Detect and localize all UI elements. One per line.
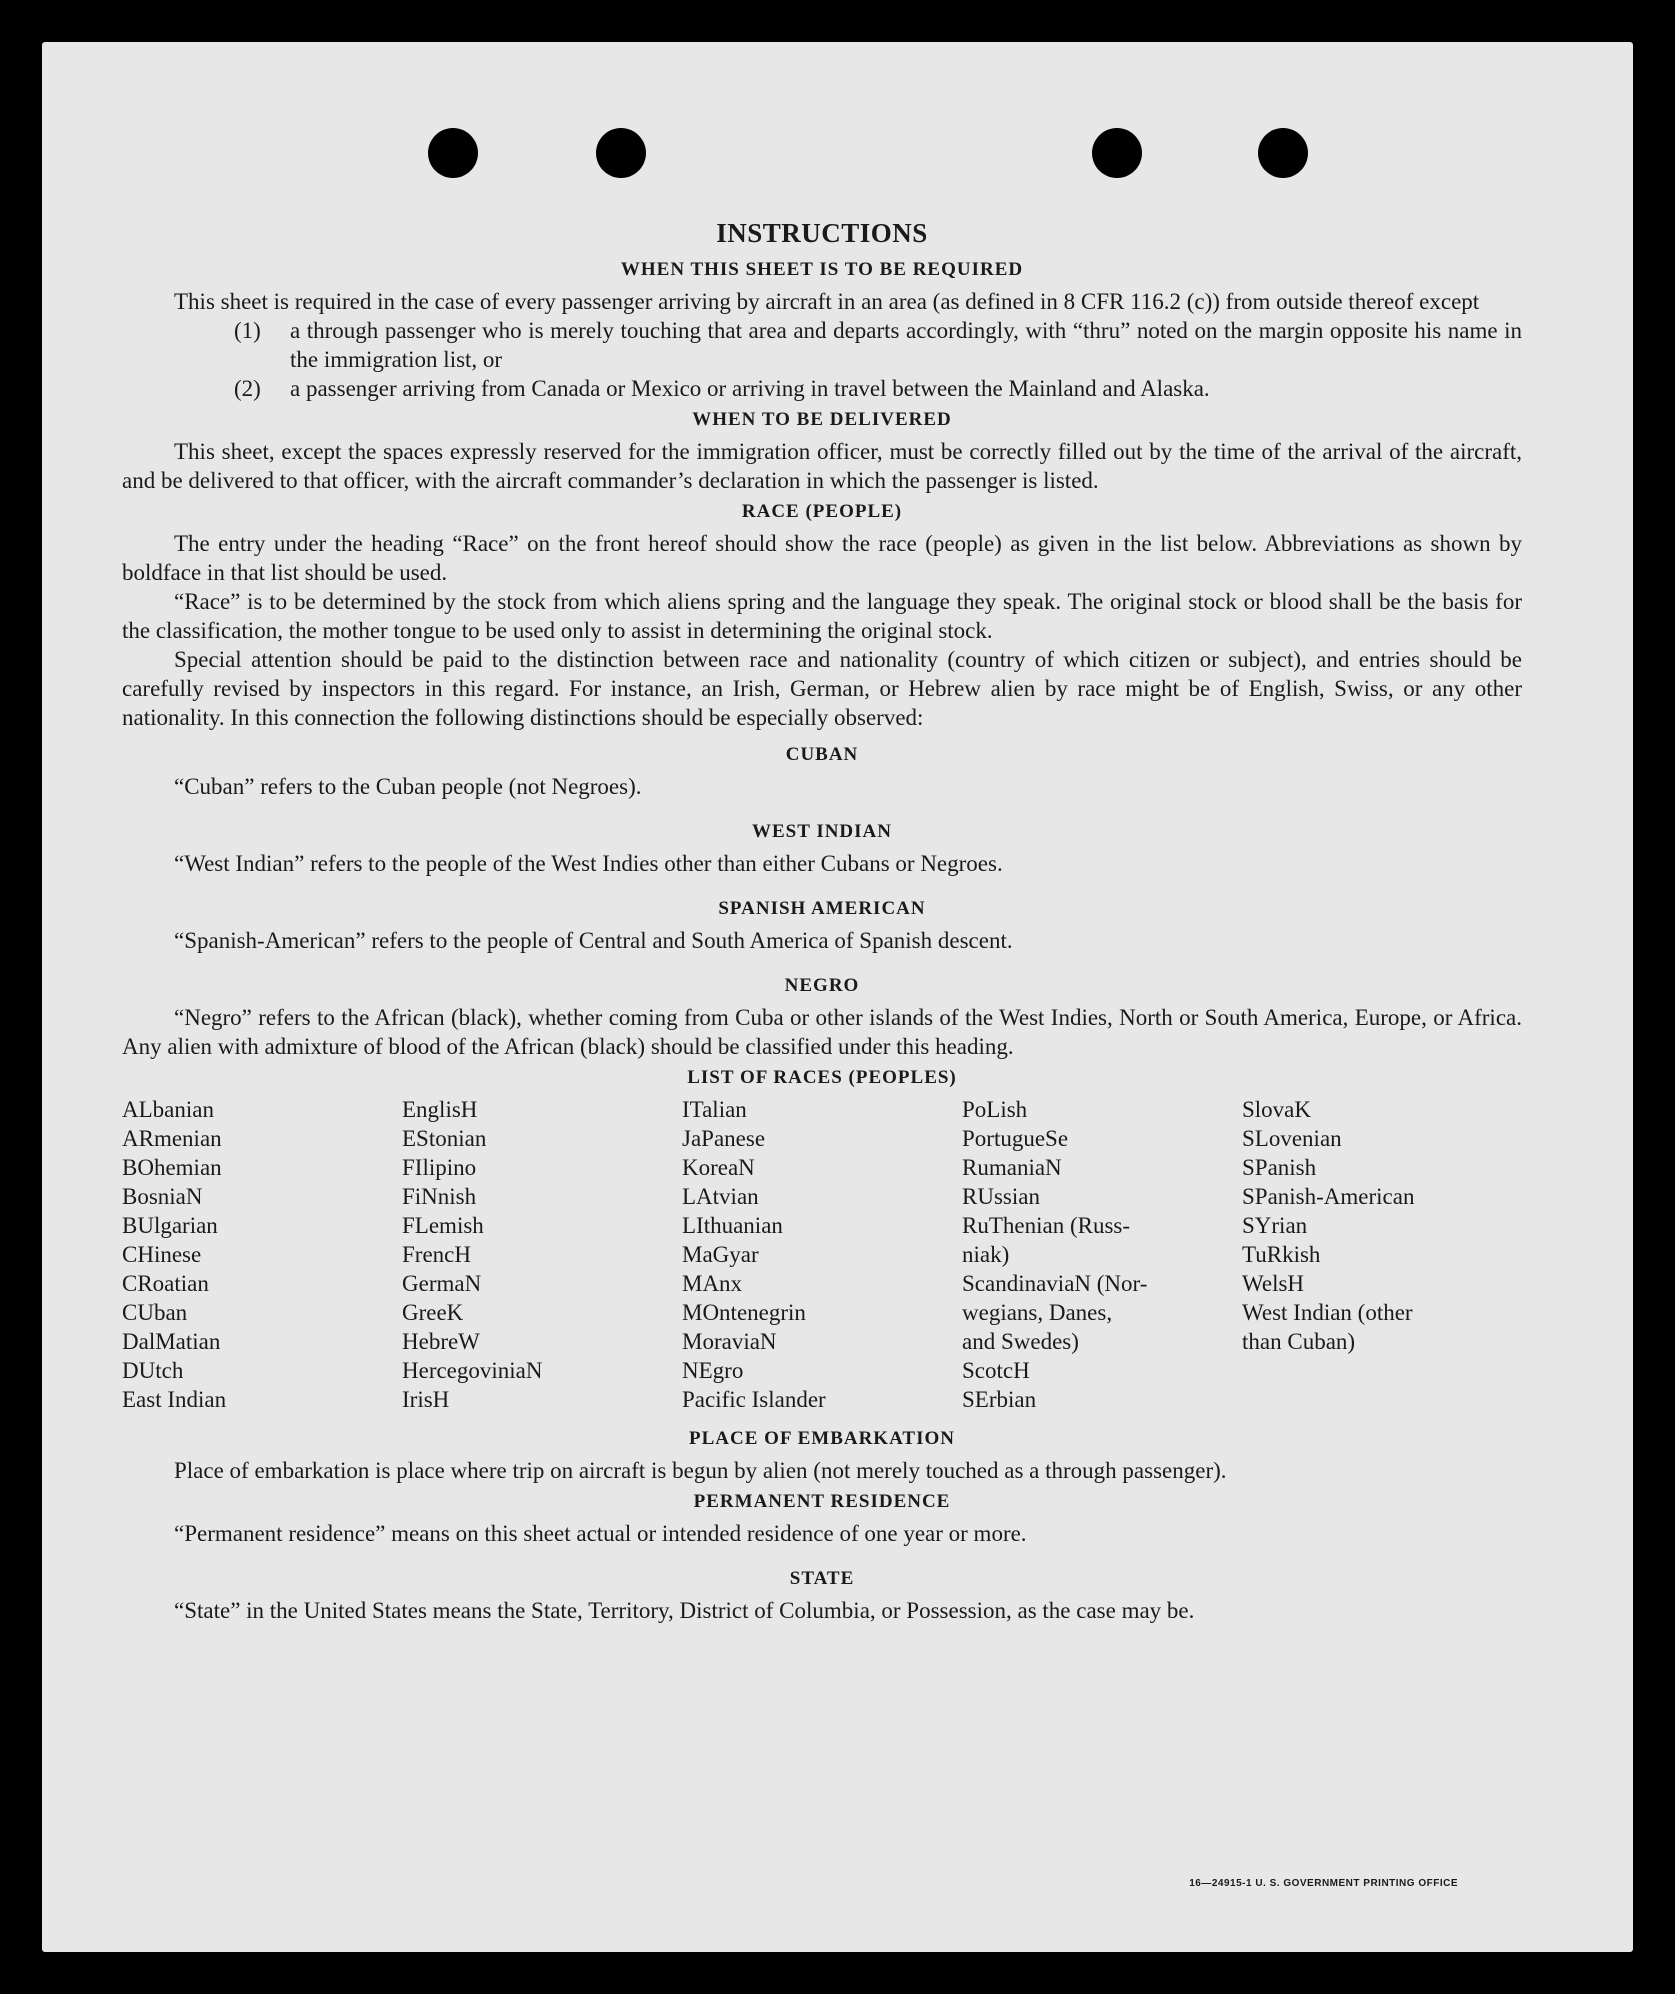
race-paragraph-1: The entry under the heading “Race” on the front hereof should show the race (people) as given in the list below. Abbreviations as shown by boldface in that list should be used. [122, 531, 1522, 585]
required-item [234, 374, 1522, 403]
punch-hole [428, 128, 478, 178]
required-intro: This sheet is required in the case of every passenger arriving by aircraft in an area (as defined in 8 CFR 116.2 (c)) from outside thereof except [174, 289, 1480, 314]
race-entry: BUlgarian [122, 1213, 218, 1238]
printing-office-code: 16—24915-1 U. S. GOVERNMENT PRINTING OFFICE [1189, 1878, 1458, 1889]
race-entry: FrencH [402, 1242, 471, 1267]
race-entry: DUtch [122, 1358, 184, 1383]
race-entry: RUssian [962, 1184, 1040, 1209]
race-entry: DalMatian [122, 1329, 221, 1354]
punch-hole [1092, 128, 1142, 178]
document-sheet [42, 42, 1633, 1952]
race-paragraph-3: Special attention should be paid to the distinction between race and nationality (country of which citizen or subject), and entries should be carefully revised by inspectors in this regard. For instance, an Irish, German, or Hebrew alien by race might be of English, Swiss, or any other nationality. In this connection the following distinctions should be especially observed: [122, 647, 1522, 730]
heading-west-indian: WEST INDIAN [752, 821, 892, 842]
races-column [962, 1095, 1242, 1414]
heading-residence: PERMANENT RESIDENCE [693, 1491, 951, 1512]
race-entry: NEgro [682, 1358, 744, 1383]
race-entry: FIlipino [402, 1155, 477, 1180]
heading-list-of-races: LIST OF RACES (PEOPLES) [687, 1067, 957, 1088]
item-text: a through passenger who is merely touching that area and departs accordingly, with “thru” noted on the margin opposite his name in the immigration list, or [290, 318, 1522, 372]
race-entry: MAnx [682, 1271, 743, 1296]
heading-race: RACE (PEOPLE) [741, 501, 903, 522]
race-entry: GreeK [402, 1300, 464, 1325]
item-number: (2) [234, 376, 261, 401]
race-entry: SErbian [962, 1387, 1037, 1412]
race-entry: SLovenian [1242, 1126, 1342, 1151]
race-entry: TuRkish [1242, 1242, 1321, 1267]
heading-required: WHEN THIS SHEET IS TO BE REQUIRED [620, 259, 1024, 280]
race-entry: WelsH [1242, 1271, 1305, 1296]
race-entry: ScandinaviaN (Nor- wegians, Danes, and Swedes) [962, 1271, 1148, 1354]
race-entry: LIthuanian [682, 1213, 783, 1238]
heading-delivered: WHEN TO BE DELIVERED [692, 409, 952, 430]
race-entry: CHinese [122, 1242, 202, 1267]
heading-embarkation: PLACE OF EMBARKATION [689, 1428, 955, 1449]
race-entry: FLemish [402, 1213, 484, 1238]
race-entry: CUban [122, 1300, 188, 1325]
instructions-content [122, 218, 1522, 1625]
race-entry: West Indian (other than Cuban) [1242, 1300, 1413, 1354]
race-entry: ALbanian [122, 1097, 214, 1122]
race-entry: BOhemian [122, 1155, 222, 1180]
race-entry: Pacific Islander [682, 1387, 826, 1412]
race-entry: EStonian [402, 1126, 487, 1151]
race-entry: JaPanese [682, 1126, 766, 1151]
race-entry: LAtvian [682, 1184, 759, 1209]
required-item [234, 316, 1522, 374]
negro-text: “Negro” refers to the African (black), whether coming from Cuba or other islands of the West Indies, North or South America, Europe, or Africa. Any alien with admixture of blood of the African (black) should be classified under this heading. [122, 1005, 1522, 1059]
heading-state: STATE [789, 1568, 855, 1589]
embarkation-text: Place of embarkation is place where trip on aircraft is begun by alien (not merely touched as a through passenger). [174, 1458, 1227, 1483]
race-entry: HebreW [402, 1329, 480, 1354]
race-entry: East Indian [122, 1387, 227, 1412]
spanish-american-text: “Spanish-American” refers to the people of Central and South America of Spanish descent. [174, 928, 1013, 953]
race-entry: KoreaN [682, 1155, 755, 1180]
race-entry: CRoatian [122, 1271, 209, 1296]
page-title: INSTRUCTIONS [716, 218, 928, 248]
punch-hole [596, 128, 646, 178]
races-column [682, 1095, 962, 1414]
item-text: a passenger arriving from Canada or Mexico or arriving in travel between the Mainland and Alaska. [290, 376, 1210, 401]
races-column [122, 1095, 402, 1414]
race-entry: PortugueSe [962, 1126, 1069, 1151]
race-entry: MOntenegrin [682, 1300, 806, 1325]
race-entry: IrisH [402, 1387, 450, 1412]
race-entry: ScotcH [962, 1358, 1030, 1383]
race-entry: SYrian [1242, 1213, 1308, 1238]
race-paragraph-2: “Race” is to be determined by the stock from which aliens spring and the language they speak. The original stock or blood shall be the basis for the classification, the mother tongue to be used only to assist in determining the original stock. [122, 589, 1522, 643]
race-entry: FiNnish [402, 1184, 477, 1209]
race-entry: ARmenian [122, 1126, 222, 1151]
heading-negro: NEGRO [784, 975, 860, 996]
races-column [402, 1095, 682, 1414]
west-indian-text: “West Indian” refers to the people of the West Indies other than either Cubans or Negroes. [174, 851, 1003, 876]
race-entry: EnglisH [402, 1097, 478, 1122]
race-entry: RumaniaN [962, 1155, 1062, 1180]
race-entry: MaGyar [682, 1242, 759, 1267]
race-entry: PoLish [962, 1097, 1028, 1122]
race-entry: SPanish-American [1242, 1184, 1415, 1209]
state-text: “State” in the United States means the State, Territory, District of Columbia, or Possession, as the case may be. [174, 1598, 1195, 1623]
race-entry: SlovaK [1242, 1097, 1311, 1122]
delivered-text: This sheet, except the spaces expressly reserved for the immigration officer, must be correctly filled out by the time of the arrival of the aircraft, and be delivered to that officer, with the aircraft commander’s declaration in which the passenger is listed. [122, 439, 1522, 493]
races-list [122, 1095, 1522, 1414]
race-entry: HercegoviniaN [402, 1358, 543, 1383]
heading-cuban: CUBAN [785, 744, 859, 765]
race-entry: SPanish [1242, 1155, 1317, 1180]
race-entry: ITalian [682, 1097, 747, 1122]
residence-text: “Permanent residence” means on this sheet actual or intended residence of one year or more. [174, 1521, 1027, 1546]
heading-spanish-american: SPANISH AMERICAN [718, 898, 926, 919]
item-number: (1) [234, 318, 261, 343]
cuban-text: “Cuban” refers to the Cuban people (not Negroes). [174, 774, 642, 799]
race-entry: MoraviaN [682, 1329, 777, 1354]
race-entry: RuThenian (Russ- niak) [962, 1213, 1131, 1267]
race-entry: GermaN [402, 1271, 482, 1296]
punch-hole [1258, 128, 1308, 178]
races-column [1242, 1095, 1522, 1414]
race-entry: BosniaN [122, 1184, 203, 1209]
